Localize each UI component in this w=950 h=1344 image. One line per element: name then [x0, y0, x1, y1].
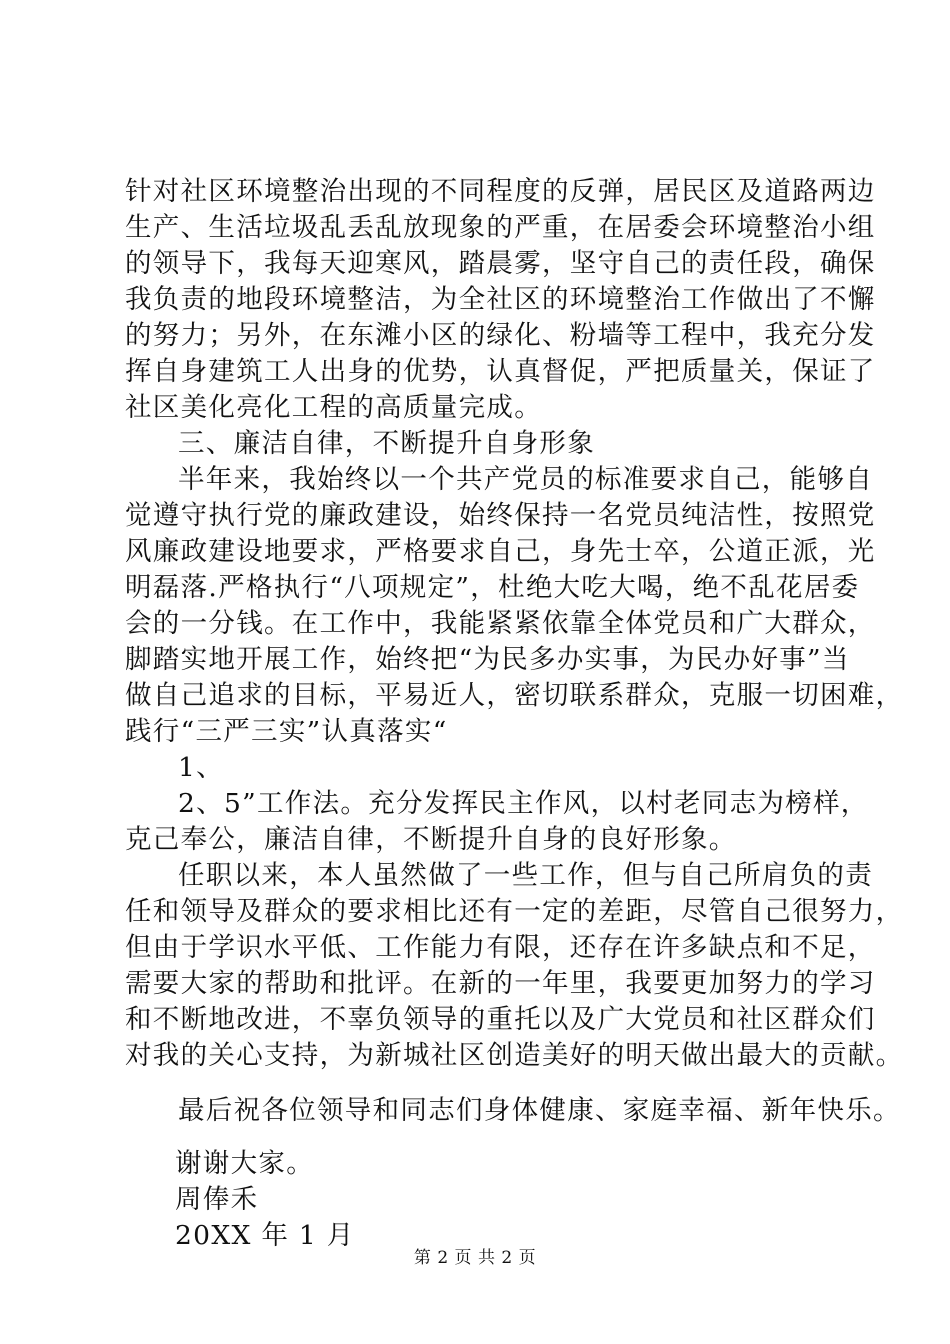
body-line: 脚踏实地开展工作，始终把“为民多办实事，为民办好事”当: [125, 644, 850, 675]
section-heading: 三、廉洁自律，不断提升自身形象: [178, 428, 595, 459]
body-line: 生产、生活垃圾乱丢乱放现象的严重，在居委会环境整治小组: [125, 212, 876, 243]
body-line: 对我的关心支持，为新城社区创造美好的明天做出最大的贡献。: [125, 1040, 904, 1071]
body-line: 任和领导及群众的要求相比还有一定的差距，尽管自己很努力，: [125, 896, 904, 927]
body-line: 的领导下，我每天迎寒风，踏晨雾，坚守自己的责任段，确保: [125, 248, 876, 279]
body-line: 会的一分钱。在工作中，我能紧紧依靠全体党员和广大群众，: [125, 608, 876, 639]
page-number-footer: 第 2 页 共 2 页: [413, 1248, 537, 1268]
body-line: 做自己追求的目标，平易近人，密切联系群众，克服一切困难，: [125, 680, 904, 711]
body-line: 克己奉公，廉洁自律，不断提升自身的良好形象。: [125, 824, 737, 855]
list-item: 1、: [178, 752, 224, 783]
body-line: 的努力；另外，在东滩小区的绿化、粉墙等工程中，我充分发: [125, 320, 876, 351]
signature-date: 20XX 年 1 月: [175, 1220, 355, 1251]
body-line: 社区美化亮化工程的高质量完成。: [125, 392, 542, 423]
body-line: 但由于学识水平低、工作能力有限，还存在许多缺点和不足，: [125, 932, 876, 963]
body-line: 半年来，我始终以一个共产党员的标准要求自己，能够自: [178, 464, 873, 495]
body-line: 明磊落.严格执行“八项规定”，杜绝大吃大喝，绝不乱花居委: [125, 572, 860, 603]
closing-wish: 最后祝各位领导和同志们身体健康、家庭幸福、新年快乐。: [178, 1095, 901, 1126]
body-line: 和不断地改进，不辜负领导的重托以及广大党员和社区群众们: [125, 1004, 876, 1035]
body-line: 觉遵守执行党的廉政建设，始终保持一名党员纯洁性，按照党: [125, 500, 876, 531]
body-line: 我负责的地段环境整洁，为全社区的环境整治工作做出了不懈: [125, 284, 876, 315]
body-line: 践行“三严三实”认真落实“: [125, 716, 448, 747]
body-line: 挥自身建筑工人出身的优势，认真督促，严把质量关，保证了: [125, 356, 876, 387]
body-line: 风廉政建设地要求，严格要求自己，身先士卒，公道正派，光: [125, 536, 876, 567]
signature-name: 周俸禾: [175, 1184, 259, 1215]
body-line: 2、5”工作法。充分发挥民主作风，以村老同志为榜样，: [178, 788, 869, 819]
body-line: 任职以来，本人虽然做了一些工作，但与自己所肩负的责: [178, 860, 873, 891]
body-line: 针对社区环境整治出现的不同程度的反弹，居民区及道路两边: [125, 176, 876, 207]
body-line: 需要大家的帮助和批评。在新的一年里，我要更加努力的学习: [125, 968, 876, 999]
thanks-line: 谢谢大家。: [175, 1148, 314, 1179]
